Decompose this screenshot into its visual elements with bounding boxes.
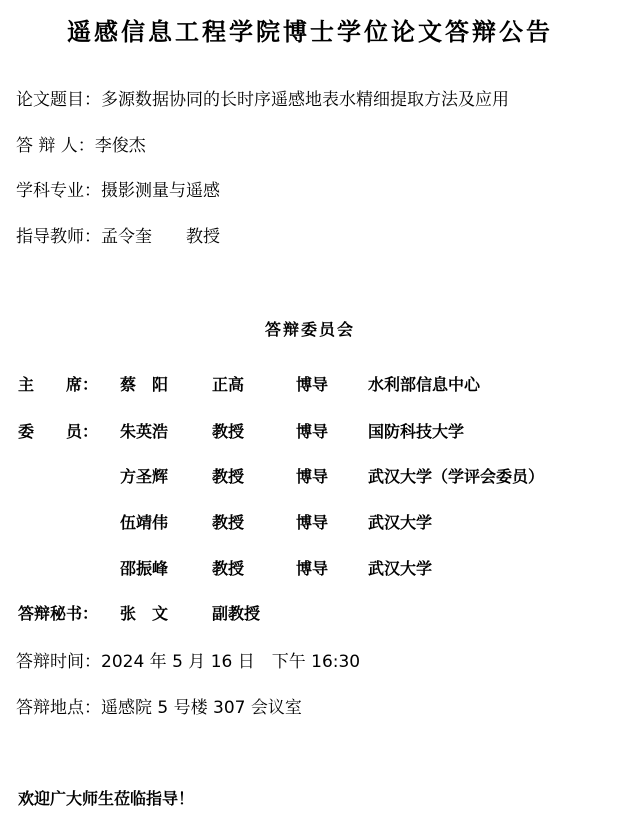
defense-place-row [16,695,302,721]
member-degree: 博导 [296,513,329,532]
advisor-label: 指导教师： [16,227,101,247]
defense-time-row [16,649,360,675]
defender-label: 答 辩 人： [16,136,95,156]
member-org: 武汉大学（学评会委员） [368,467,545,486]
member-org: 武汉大学 [368,559,433,578]
member-title: 正高 [212,375,245,394]
member-name: 朱英浩 [120,422,169,441]
welcome-message: 欢迎广大师生莅临指导！ [18,789,195,808]
secretary-label: 答辩秘书： [18,604,99,623]
member-degree: 博导 [296,467,329,486]
defense-time-label: 答辩时间： [16,652,101,672]
member-role: 委 员： [18,422,99,441]
advisor-row [16,224,220,250]
major-row [16,178,220,204]
committee-member-row [0,557,620,581]
defender-row [16,133,146,159]
member-name: 伍靖伟 [120,513,169,532]
thesis-title-value: 多源数据协同的长时序遥感地表水精细提取方法及应用 [101,90,509,110]
major-label: 学科专业： [16,181,101,201]
member-title: 教授 [212,559,245,578]
announcement-title: 遥感信息工程学院博士学位论文答辩公告 [67,17,553,46]
defense-time-value: 2024 年 5 月 16 日 下午 16:30 [101,652,361,672]
member-title: 教授 [212,467,245,486]
member-org: 国防科技大学 [368,422,465,441]
committee-member-row [0,465,620,489]
member-degree: 博导 [296,422,329,441]
member-title: 教授 [212,422,245,441]
thesis-title-row [16,87,509,113]
secretary-title: 副教授 [212,604,261,623]
member-org: 水利部信息中心 [368,375,481,394]
member-role: 主 席： [18,375,99,394]
member-degree: 博导 [296,559,329,578]
major-value: 摄影测量与遥感 [101,181,220,201]
member-degree: 博导 [296,375,329,394]
member-org: 武汉大学 [368,513,433,532]
member-name: 方圣辉 [120,467,169,486]
committee-member-row [0,511,620,535]
committee-member-row [0,420,620,444]
member-name: 邵振峰 [120,559,169,578]
advisor-value: 孟令奎 教授 [101,227,220,247]
member-title: 教授 [212,513,245,532]
defense-place-value: 遥感院 5 号楼 307 会议室 [101,698,302,718]
committee-member-row [0,373,620,397]
thesis-title-label: 论文题目： [16,90,101,110]
committee-heading: 答辩委员会 [264,320,355,339]
defender-value: 李俊杰 [94,136,146,156]
secretary-name: 张 文 [120,604,169,623]
defense-place-label: 答辩地点： [16,698,101,718]
member-name: 蔡 阳 [120,375,169,394]
secretary-row [0,602,620,626]
